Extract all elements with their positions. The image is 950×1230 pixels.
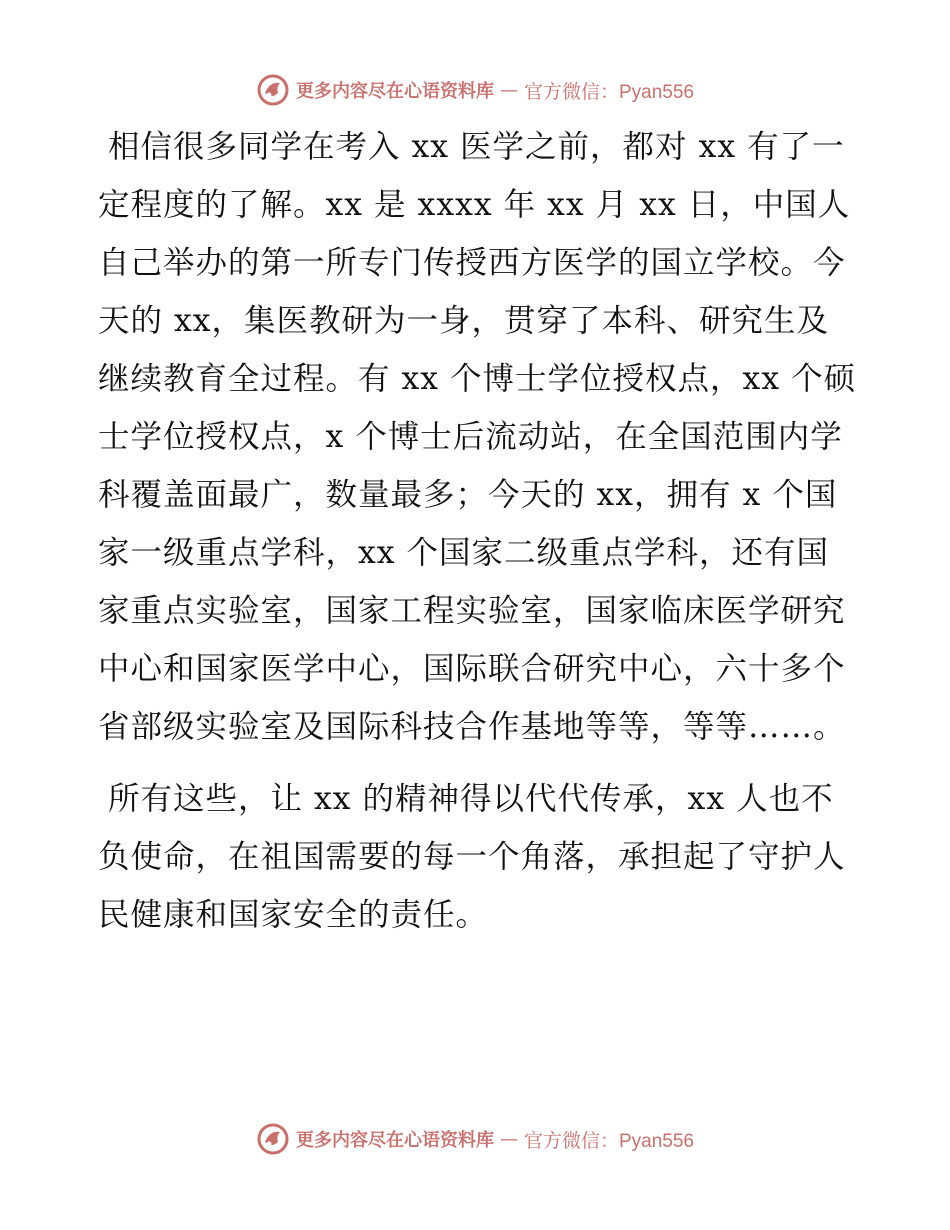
watermark-text: 更多内容尽在心语资料库 [295, 81, 494, 102]
watermark-text: 更多内容尽在心语资料库 [295, 1130, 494, 1151]
seal-logo-icon [256, 73, 290, 107]
watermark-contact: 官方微信：Pyan556 [523, 1130, 694, 1152]
seal-logo-icon [256, 1122, 290, 1156]
watermark-dash: — [499, 79, 518, 101]
watermark-dash: — [499, 1128, 518, 1150]
paragraph-2: 所有这些，让 xx 的精神得以代代传承，xx 人也不负使命，在祖国需要的每一个角落，承担起了守护人民健康和国家安全的责任。 [98, 781, 846, 933]
watermark-contact: 官方微信：Pyan556 [523, 81, 694, 103]
footer-watermark [0, 1122, 950, 1156]
paragraph-1: 相信很多同学在考入 xx 医学之前，都对 xx 有了一定程度的了解。xx 是 xxxx 年 xx 月 xx 日，中国人自己举办的第一所专门传授西方医学的国立学校。今天的 xx，集医教研为一身，贯穿了本科、研究生及继续教育全过程。有 xx 个博士学位授权点，xx 个硕士学位授权点，x 个博士后流动站，在全国范围内学科覆盖面最广，数量最多；今天的 xx，拥有 x 个国家一级重点学科，xx 个国家二级重点学科，还有国家重点实验室，国家工程实验室，国家临床医学研究中心和国家医学中心，国际联合研究中心，六十多个省部级实验室及国际科技合作基地等等，等等……。 [98, 129, 857, 745]
header-watermark [0, 73, 950, 107]
document-body [98, 118, 858, 944]
